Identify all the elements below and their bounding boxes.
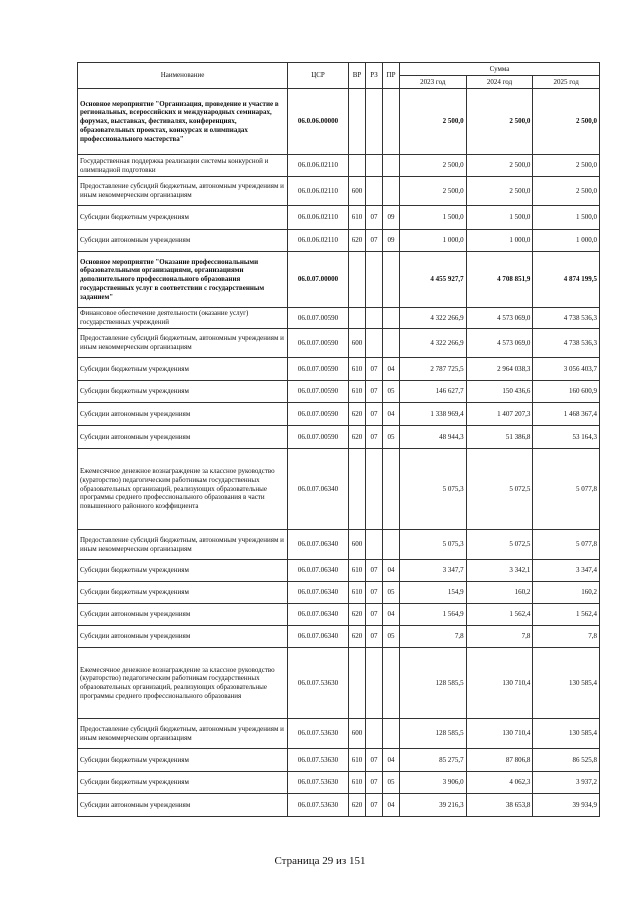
row-amount-2023: 154,9 xyxy=(400,582,467,604)
row-name: Субсидии бюджетным учреждениям xyxy=(78,749,288,772)
table-row xyxy=(78,648,600,719)
row-csr: 06.0.07.00590 xyxy=(288,329,349,358)
row-pr xyxy=(383,89,400,155)
row-amount-2024: 2 964 038,3 xyxy=(466,358,533,381)
row-amount-2023: 39 216,3 xyxy=(400,794,467,817)
row-amount-2023: 4 455 927,7 xyxy=(400,252,467,308)
row-csr: 06.0.07.06340 xyxy=(288,449,349,530)
row-vr xyxy=(349,449,366,530)
table-row xyxy=(78,749,600,772)
row-rz xyxy=(366,648,383,719)
row-rz xyxy=(366,252,383,308)
row-vr: 610 xyxy=(349,381,366,403)
table-row xyxy=(78,155,600,177)
row-amount-2023: 146 627,7 xyxy=(400,381,467,403)
row-amount-2024: 2 500,0 xyxy=(466,155,533,177)
row-amount-2024: 3 342,1 xyxy=(466,560,533,582)
row-pr xyxy=(383,530,400,560)
row-amount-2023: 1 000,0 xyxy=(400,230,467,252)
row-name: Субсидии автономным учреждениям xyxy=(78,426,288,449)
row-csr: 06.0.07.00590 xyxy=(288,358,349,381)
table-row xyxy=(78,626,600,648)
row-amount-2024: 4 062,3 xyxy=(466,772,533,794)
row-csr: 06.0.07.00590 xyxy=(288,403,349,426)
row-amount-2024: 4 573 069,0 xyxy=(466,308,533,329)
row-amount-2024: 2 500,0 xyxy=(466,89,533,155)
table-row xyxy=(78,772,600,794)
row-csr: 06.0.07.06340 xyxy=(288,530,349,560)
row-name: Субсидии бюджетным учреждениям xyxy=(78,381,288,403)
row-pr xyxy=(383,155,400,177)
row-vr: 620 xyxy=(349,426,366,449)
row-rz xyxy=(366,449,383,530)
row-amount-2025: 1 468 367,4 xyxy=(533,403,600,426)
row-amount-2025: 4 738 536,3 xyxy=(533,308,600,329)
row-pr: 05 xyxy=(383,772,400,794)
row-csr: 06.0.07.53630 xyxy=(288,719,349,749)
row-name: Ежемесячное денежное вознаграждение за классное руководство (кураторство) педагогическим работникам государственных образовательных организаций, реализующих образовательные программы среднего профессионального образования xyxy=(78,648,288,719)
row-amount-2024: 2 500,0 xyxy=(466,177,533,206)
row-amount-2024: 7,8 xyxy=(466,626,533,648)
row-amount-2023: 128 585,5 xyxy=(400,719,467,749)
row-rz: 07 xyxy=(366,794,383,817)
table-row xyxy=(78,530,600,560)
row-name: Ежемесячное денежное вознаграждение за классное руководство (кураторство) педагогическим работникам государственных образовательных организаций, реализующих образовательные программы среднего профессионального образования в части повышенного районного коэффициента xyxy=(78,449,288,530)
row-csr: 06.0.07.53630 xyxy=(288,772,349,794)
row-pr: 05 xyxy=(383,626,400,648)
row-vr: 600 xyxy=(349,719,366,749)
row-rz: 07 xyxy=(366,381,383,403)
table-row xyxy=(78,560,600,582)
row-amount-2025: 86 525,8 xyxy=(533,749,600,772)
row-pr: 04 xyxy=(383,604,400,626)
row-amount-2025: 4 738 536,3 xyxy=(533,329,600,358)
row-csr: 06.0.06.02110 xyxy=(288,230,349,252)
table-row xyxy=(78,252,600,308)
table-row xyxy=(78,206,600,230)
row-rz xyxy=(366,530,383,560)
row-pr xyxy=(383,719,400,749)
row-name: Субсидии бюджетным учреждениям xyxy=(78,582,288,604)
row-amount-2023: 85 275,7 xyxy=(400,749,467,772)
row-amount-2024: 1 500,0 xyxy=(466,206,533,230)
table-row xyxy=(78,230,600,252)
row-amount-2023: 7,8 xyxy=(400,626,467,648)
row-amount-2025: 1 000,0 xyxy=(533,230,600,252)
row-rz xyxy=(366,177,383,206)
row-name: Основное мероприятие "Оказание профессиональными образовательными организациями, организациями дополнительного профессионального образования государственных услуг в соответствии с государственным заданием" xyxy=(78,252,288,308)
row-rz: 07 xyxy=(366,749,383,772)
row-amount-2023: 2 500,0 xyxy=(400,155,467,177)
row-amount-2023: 1 338 969,4 xyxy=(400,403,467,426)
table-row xyxy=(78,177,600,206)
row-csr: 06.0.07.00590 xyxy=(288,381,349,403)
row-amount-2023: 2 787 725,5 xyxy=(400,358,467,381)
header-csr: ЦСР xyxy=(288,63,349,89)
table-row xyxy=(78,308,600,329)
table-row xyxy=(78,582,600,604)
row-amount-2025: 53 164,3 xyxy=(533,426,600,449)
row-amount-2025: 7,8 xyxy=(533,626,600,648)
row-amount-2024: 5 072,5 xyxy=(466,449,533,530)
row-amount-2024: 130 710,4 xyxy=(466,719,533,749)
row-name: Основное мероприятие "Организация, проведение и участие в региональных, всероссийских и международных семинарах, форумах, выставках, фестивалях, конференциях, образовательных проектах, конкурсах и олимпиадах профессионального мастерства" xyxy=(78,89,288,155)
row-csr: 06.0.07.53630 xyxy=(288,794,349,817)
row-amount-2024: 51 386,8 xyxy=(466,426,533,449)
row-vr: 610 xyxy=(349,358,366,381)
row-vr: 610 xyxy=(349,582,366,604)
row-name: Финансовое обеспечение деятельности (оказание услуг) государственных учреждений xyxy=(78,308,288,329)
row-name: Государственная поддержка реализации системы конкурсной и олимпиадной подготовки xyxy=(78,155,288,177)
row-amount-2025: 4 874 199,5 xyxy=(533,252,600,308)
row-vr: 620 xyxy=(349,230,366,252)
row-vr: 620 xyxy=(349,794,366,817)
row-name: Предоставление субсидий бюджетным, автономным учреждениям и иным некоммерческим организациям xyxy=(78,719,288,749)
row-amount-2025: 2 500,0 xyxy=(533,155,600,177)
row-csr: 06.0.07.06340 xyxy=(288,582,349,604)
row-csr: 06.0.07.53630 xyxy=(288,749,349,772)
row-vr: 620 xyxy=(349,403,366,426)
table-row xyxy=(78,794,600,817)
row-vr xyxy=(349,155,366,177)
row-vr xyxy=(349,648,366,719)
row-vr: 610 xyxy=(349,206,366,230)
row-amount-2024: 5 072,5 xyxy=(466,530,533,560)
header-rz: РЗ xyxy=(366,63,383,89)
row-amount-2024: 130 710,4 xyxy=(466,648,533,719)
row-pr xyxy=(383,177,400,206)
row-vr: 610 xyxy=(349,772,366,794)
row-amount-2023: 3 347,7 xyxy=(400,560,467,582)
row-amount-2025: 3 056 403,7 xyxy=(533,358,600,381)
table-body xyxy=(78,89,600,817)
row-name: Субсидии бюджетным учреждениям xyxy=(78,358,288,381)
row-name: Субсидии автономным учреждениям xyxy=(78,230,288,252)
row-rz: 07 xyxy=(366,560,383,582)
row-name: Субсидии бюджетным учреждениям xyxy=(78,560,288,582)
row-amount-2023: 1 500,0 xyxy=(400,206,467,230)
row-amount-2023: 48 944,3 xyxy=(400,426,467,449)
row-name: Субсидии бюджетным учреждениям xyxy=(78,772,288,794)
row-csr: 06.0.06.00000 xyxy=(288,89,349,155)
table-row xyxy=(78,381,600,403)
row-amount-2024: 4 573 069,0 xyxy=(466,329,533,358)
row-name: Субсидии автономным учреждениям xyxy=(78,403,288,426)
row-pr xyxy=(383,308,400,329)
row-pr: 04 xyxy=(383,794,400,817)
row-amount-2025: 2 500,0 xyxy=(533,89,600,155)
row-amount-2023: 1 564,9 xyxy=(400,604,467,626)
row-vr: 610 xyxy=(349,749,366,772)
row-vr xyxy=(349,252,366,308)
row-amount-2024: 1 562,4 xyxy=(466,604,533,626)
row-vr: 620 xyxy=(349,626,366,648)
row-pr: 04 xyxy=(383,749,400,772)
row-rz: 07 xyxy=(366,582,383,604)
row-pr xyxy=(383,449,400,530)
row-amount-2025: 5 077,8 xyxy=(533,530,600,560)
row-rz xyxy=(366,89,383,155)
row-csr: 06.0.06.02110 xyxy=(288,177,349,206)
row-amount-2025: 1 562,4 xyxy=(533,604,600,626)
row-amount-2025: 2 500,0 xyxy=(533,177,600,206)
header-year-2023: 2023 год xyxy=(400,76,467,89)
table-row xyxy=(78,403,600,426)
row-rz xyxy=(366,155,383,177)
row-vr xyxy=(349,308,366,329)
table-row xyxy=(78,89,600,155)
row-amount-2025: 160,2 xyxy=(533,582,600,604)
row-csr: 06.0.07.53630 xyxy=(288,648,349,719)
row-pr: 09 xyxy=(383,230,400,252)
row-pr: 05 xyxy=(383,426,400,449)
row-amount-2023: 2 500,0 xyxy=(400,89,467,155)
row-rz: 07 xyxy=(366,626,383,648)
row-pr: 05 xyxy=(383,381,400,403)
row-pr: 04 xyxy=(383,403,400,426)
row-pr: 05 xyxy=(383,582,400,604)
row-pr: 04 xyxy=(383,358,400,381)
page-footer: Страница 29 из 151 xyxy=(274,855,366,867)
header-vr: ВР xyxy=(349,63,366,89)
row-amount-2024: 38 653,8 xyxy=(466,794,533,817)
row-amount-2024: 1 407 207,3 xyxy=(466,403,533,426)
header-year-2024: 2024 год xyxy=(466,76,533,89)
row-pr: 04 xyxy=(383,560,400,582)
row-name: Субсидии автономным учреждениям xyxy=(78,604,288,626)
row-csr: 06.0.07.00590 xyxy=(288,308,349,329)
header-pr: ПР xyxy=(383,63,400,89)
row-rz: 07 xyxy=(366,604,383,626)
row-vr: 600 xyxy=(349,177,366,206)
row-amount-2025: 130 585,4 xyxy=(533,719,600,749)
row-csr: 06.0.07.00590 xyxy=(288,426,349,449)
row-amount-2024: 1 000,0 xyxy=(466,230,533,252)
header-sum: Сумма xyxy=(400,63,600,76)
row-amount-2023: 5 075,3 xyxy=(400,449,467,530)
row-rz: 07 xyxy=(366,426,383,449)
row-amount-2023: 4 322 266,9 xyxy=(400,308,467,329)
table-row xyxy=(78,604,600,626)
row-amount-2025: 3 347,4 xyxy=(533,560,600,582)
row-csr: 06.0.06.02110 xyxy=(288,155,349,177)
table-row xyxy=(78,358,600,381)
row-rz: 07 xyxy=(366,772,383,794)
row-rz: 07 xyxy=(366,206,383,230)
row-amount-2025: 160 600,9 xyxy=(533,381,600,403)
row-amount-2025: 1 500,0 xyxy=(533,206,600,230)
row-amount-2024: 87 806,8 xyxy=(466,749,533,772)
row-amount-2024: 150 436,6 xyxy=(466,381,533,403)
row-amount-2023: 2 500,0 xyxy=(400,177,467,206)
row-pr: 09 xyxy=(383,206,400,230)
row-rz: 07 xyxy=(366,230,383,252)
row-rz xyxy=(366,308,383,329)
table-row xyxy=(78,449,600,530)
header-year-2025: 2025 год xyxy=(533,76,600,89)
row-name: Предоставление субсидий бюджетным, автономным учреждениям и иным некоммерческим организациям xyxy=(78,177,288,206)
row-amount-2025: 3 937,2 xyxy=(533,772,600,794)
row-amount-2025: 130 585,4 xyxy=(533,648,600,719)
budget-table xyxy=(77,62,600,817)
row-name: Предоставление субсидий бюджетным, автономным учреждениям и иным некоммерческим организациям xyxy=(78,329,288,358)
row-rz xyxy=(366,329,383,358)
table-row xyxy=(78,719,600,749)
row-amount-2024: 160,2 xyxy=(466,582,533,604)
table-row xyxy=(78,329,600,358)
row-vr xyxy=(349,89,366,155)
row-vr: 600 xyxy=(349,329,366,358)
row-amount-2023: 4 322 266,9 xyxy=(400,329,467,358)
row-pr xyxy=(383,252,400,308)
row-name: Субсидии бюджетным учреждениям xyxy=(78,206,288,230)
row-vr: 610 xyxy=(349,560,366,582)
row-pr xyxy=(383,329,400,358)
row-csr: 06.0.07.06340 xyxy=(288,604,349,626)
row-rz: 07 xyxy=(366,403,383,426)
row-amount-2023: 128 585,5 xyxy=(400,648,467,719)
row-amount-2025: 39 934,9 xyxy=(533,794,600,817)
row-pr xyxy=(383,648,400,719)
row-vr: 600 xyxy=(349,530,366,560)
row-amount-2023: 5 075,3 xyxy=(400,530,467,560)
row-amount-2025: 5 077,8 xyxy=(533,449,600,530)
row-vr: 620 xyxy=(349,604,366,626)
row-amount-2024: 4 708 851,9 xyxy=(466,252,533,308)
table-row xyxy=(78,426,600,449)
row-csr: 06.0.06.02110 xyxy=(288,206,349,230)
header-name: Наименование xyxy=(78,63,288,89)
row-rz: 07 xyxy=(366,358,383,381)
row-amount-2023: 3 906,0 xyxy=(400,772,467,794)
row-csr: 06.0.07.00000 xyxy=(288,252,349,308)
row-csr: 06.0.07.06340 xyxy=(288,626,349,648)
row-name: Субсидии автономным учреждениям xyxy=(78,794,288,817)
row-csr: 06.0.07.06340 xyxy=(288,560,349,582)
row-rz xyxy=(366,719,383,749)
row-name: Предоставление субсидий бюджетным, автономным учреждениям и иным некоммерческим организациям xyxy=(78,530,288,560)
row-name: Субсидии автономным учреждениям xyxy=(78,626,288,648)
